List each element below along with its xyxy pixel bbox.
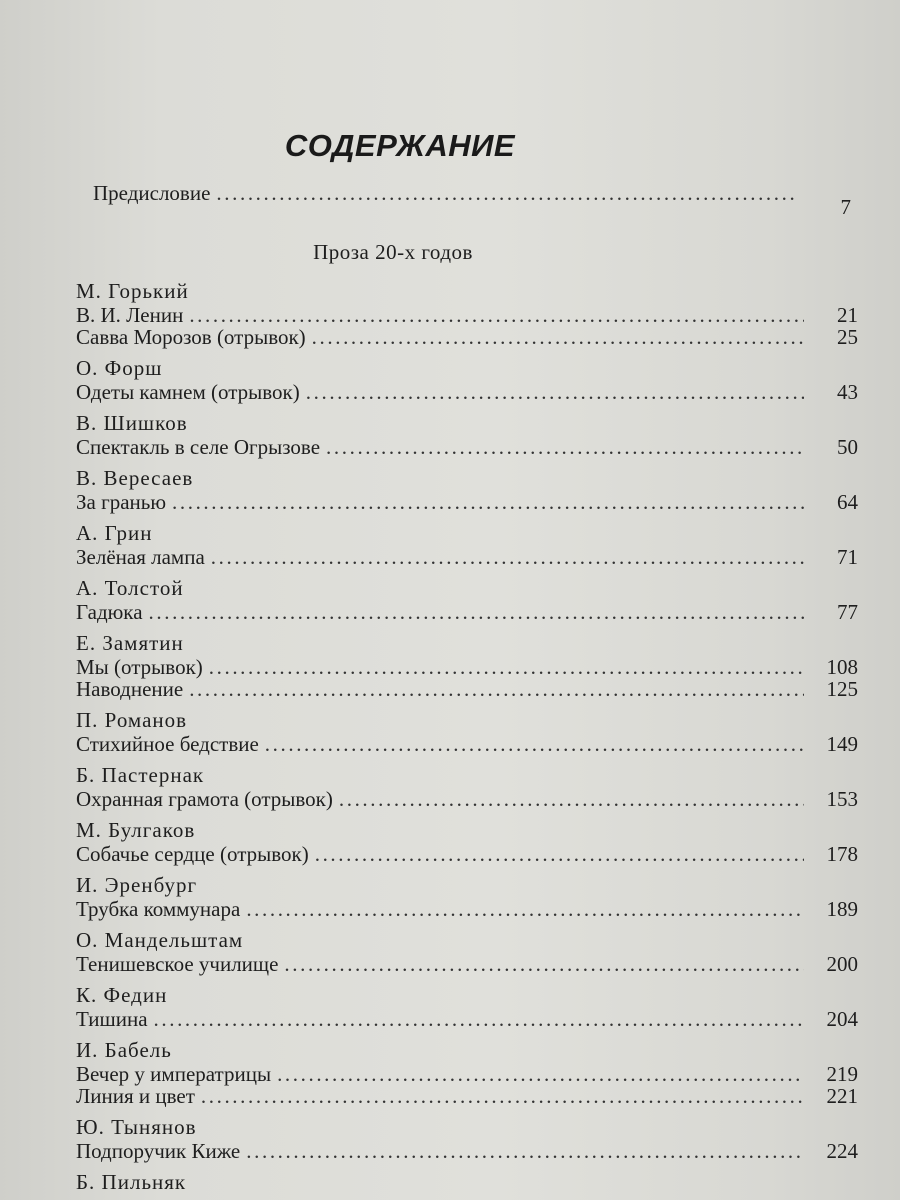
dot-leader bbox=[312, 326, 804, 348]
work-title: Подпоручик Киже bbox=[76, 1139, 241, 1163]
author-name: О. Мандельштам bbox=[76, 928, 244, 952]
dot-leader bbox=[189, 678, 804, 700]
dot-leader bbox=[284, 953, 804, 975]
toc-line bbox=[76, 1085, 858, 1107]
work-title: Савва Морозов (отрывок) bbox=[76, 325, 306, 349]
toc-entry bbox=[76, 278, 858, 348]
author-name: В. Вересаев bbox=[76, 466, 194, 490]
dot-leader bbox=[277, 1063, 804, 1085]
author-name: П. Романов bbox=[76, 708, 188, 732]
work-title: Зелёная лампа bbox=[76, 545, 205, 569]
author-name: Е. Замятин bbox=[76, 631, 184, 655]
toc-line bbox=[76, 656, 858, 678]
page-title: СОДЕРЖАНИЕ bbox=[284, 128, 516, 163]
toc-line bbox=[76, 843, 858, 865]
dot-leader bbox=[265, 733, 804, 755]
dot-leader bbox=[149, 601, 804, 623]
work-title: Тенишевское училище bbox=[76, 952, 279, 976]
toc-entry bbox=[76, 410, 858, 458]
work-title: Вечер у императрицы bbox=[76, 1062, 272, 1086]
preface-page-number: 7 bbox=[840, 195, 851, 219]
toc-entry bbox=[76, 762, 858, 810]
dot-leader bbox=[209, 656, 804, 678]
page-number: 108 bbox=[826, 655, 858, 679]
author-name: Ю. Тынянов bbox=[76, 1115, 197, 1139]
toc-line bbox=[76, 326, 858, 348]
toc-line bbox=[76, 1008, 858, 1030]
page-number: 189 bbox=[826, 897, 858, 921]
author-name: М. Булгаков bbox=[76, 818, 196, 842]
toc-line bbox=[76, 678, 858, 700]
preface-entry bbox=[93, 180, 851, 219]
toc-line bbox=[76, 898, 858, 920]
author-name: М. Горький bbox=[76, 279, 189, 303]
work-title: Спектакль в селе Огрызове bbox=[76, 435, 321, 459]
work-title: Охранная грамота (отрывок) bbox=[76, 787, 333, 811]
work-title: Стихийное бедствие bbox=[76, 732, 259, 756]
dot-leader bbox=[216, 180, 797, 206]
dot-leader bbox=[246, 1140, 804, 1162]
author-name: Б. Пастернак bbox=[76, 763, 205, 787]
work-title: За гранью bbox=[76, 490, 167, 514]
toc-line bbox=[76, 436, 858, 458]
dot-leader bbox=[211, 546, 804, 568]
page-number: 219 bbox=[826, 1062, 858, 1086]
toc-entry bbox=[76, 872, 858, 920]
section-heading: Проза 20-х годов bbox=[313, 240, 473, 264]
toc-entries bbox=[76, 278, 858, 1200]
author-name: Б. Пильняк bbox=[76, 1170, 187, 1194]
author-name: И. Эренбург bbox=[76, 873, 198, 897]
toc-line bbox=[76, 788, 858, 810]
dot-leader bbox=[172, 491, 804, 513]
page-number: 204 bbox=[826, 1007, 858, 1031]
page-number: 21 bbox=[837, 303, 858, 327]
work-title: Гадюка bbox=[76, 600, 143, 624]
page-number: 200 bbox=[826, 952, 858, 976]
toc-entry bbox=[76, 927, 858, 975]
work-title: Одеты камнем (отрывок) bbox=[76, 380, 300, 404]
toc-line bbox=[76, 601, 858, 623]
work-title: Трубка коммунара bbox=[76, 897, 241, 921]
toc-entry bbox=[76, 1169, 858, 1195]
toc-entry bbox=[76, 1037, 858, 1107]
work-title: Линия и цвет bbox=[76, 1084, 195, 1108]
page-number: 50 bbox=[837, 435, 858, 459]
author-name: А. Толстой bbox=[76, 576, 184, 600]
work-title: Тишина bbox=[76, 1007, 148, 1031]
author-name: А. Грин bbox=[76, 521, 153, 545]
page-number: 43 bbox=[837, 380, 858, 404]
toc-line bbox=[76, 953, 858, 975]
toc-entry bbox=[76, 575, 858, 623]
toc-line bbox=[76, 381, 858, 403]
author-name: О. Форш bbox=[76, 356, 163, 380]
toc-line bbox=[76, 546, 858, 568]
toc-entry bbox=[76, 520, 858, 568]
work-title: Собачье сердце (отрывок) bbox=[76, 842, 309, 866]
toc-entry bbox=[76, 465, 858, 513]
toc-line bbox=[76, 304, 858, 326]
toc-entry bbox=[76, 630, 858, 700]
page-number: 153 bbox=[826, 787, 858, 811]
page-number: 77 bbox=[837, 600, 858, 624]
page-number: 149 bbox=[826, 732, 858, 756]
dot-leader bbox=[306, 381, 804, 403]
dot-leader bbox=[246, 898, 804, 920]
dot-leader bbox=[315, 843, 804, 865]
toc-entry bbox=[76, 355, 858, 403]
toc-entry bbox=[76, 1114, 858, 1162]
dot-leader bbox=[201, 1085, 804, 1107]
toc-line bbox=[93, 180, 851, 219]
dot-leader bbox=[154, 1008, 804, 1030]
author-name: К. Федин bbox=[76, 983, 168, 1007]
toc-line bbox=[76, 491, 858, 513]
dot-leader bbox=[326, 436, 804, 458]
toc-line bbox=[76, 1063, 858, 1085]
work-title: В. И. Ленин bbox=[76, 303, 184, 327]
dot-leader bbox=[189, 304, 804, 326]
page-number: 178 bbox=[826, 842, 858, 866]
dot-leader bbox=[339, 788, 804, 810]
work-title: Наводнение bbox=[76, 677, 184, 701]
page-number: 71 bbox=[837, 545, 858, 569]
toc-entry bbox=[76, 817, 858, 865]
author-name: И. Бабель bbox=[76, 1038, 172, 1062]
toc-line bbox=[76, 733, 858, 755]
toc-line bbox=[76, 1140, 858, 1162]
author-name: В. Шишков bbox=[76, 411, 188, 435]
page-number: 125 bbox=[826, 677, 858, 701]
page-number: 25 bbox=[837, 325, 858, 349]
toc-entry bbox=[76, 707, 858, 755]
toc-entry bbox=[76, 982, 858, 1030]
page-number: 64 bbox=[837, 490, 858, 514]
page-number: 224 bbox=[826, 1139, 858, 1163]
work-title: Мы (отрывок) bbox=[76, 655, 203, 679]
preface-title: Предисловие bbox=[93, 181, 211, 205]
page-number: 221 bbox=[826, 1084, 858, 1108]
